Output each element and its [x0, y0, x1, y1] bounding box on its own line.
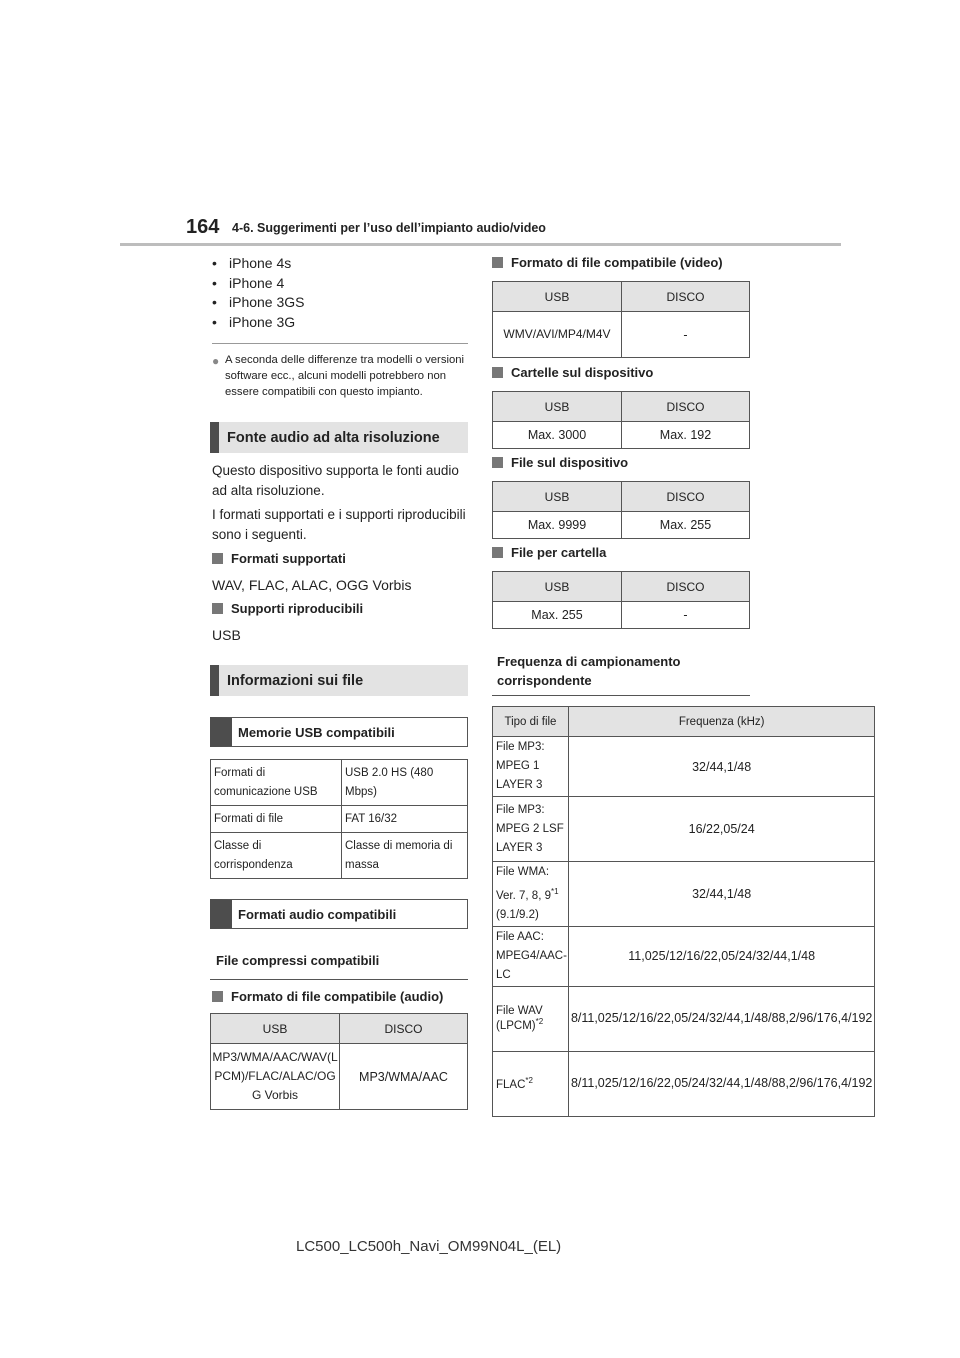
- table-cell: FAT 16/32: [342, 806, 468, 833]
- column-header: Tipo di file: [493, 707, 569, 737]
- table-row: [493, 797, 875, 862]
- subheading-media: [212, 601, 363, 616]
- usb-spec-table: [210, 759, 468, 879]
- list-item: • iPhone 4: [212, 274, 305, 294]
- table-row: [493, 422, 750, 449]
- subheading-label: Formato di file compatibile (video): [511, 255, 723, 270]
- column-header: DISCO: [622, 282, 750, 312]
- subheading-folders: [492, 365, 653, 380]
- device-list: [212, 254, 305, 332]
- formats-value: WAV, FLAC, ALAC, OGG Vorbis: [212, 577, 412, 593]
- subheading-label: Cartelle sul dispositivo: [511, 365, 654, 380]
- table-cell: File AAC: MPEG4/AAC-LC: [493, 926, 569, 986]
- table-cell: 8/11,025/12/16/22,05/24/32/44,1/48/88,2/96/176,4/192: [568, 1051, 874, 1116]
- table-header-row: [493, 392, 750, 422]
- table-cell: 11,025/12/16/22,05/24/32/44,1/48: [568, 926, 874, 986]
- table-cell: MP3/WMA/AAC: [340, 1044, 468, 1110]
- divider: [212, 343, 468, 344]
- table-cell: 32/44,1/48: [568, 737, 874, 797]
- manual-code: LC500_LC500h_Navi_OM99N04L_(EL): [296, 1238, 562, 1255]
- table-row: [493, 602, 750, 629]
- table-row: [493, 737, 875, 797]
- subheading-label: File sul dispositivo: [511, 455, 629, 470]
- compatibility-note: [212, 352, 468, 400]
- footnote-marker: *1: [550, 887, 559, 896]
- heading-sampling-frequency: Frequenza di campionamento corrispondente: [492, 652, 750, 696]
- square-bullet-icon: [492, 257, 503, 268]
- table-cell: -: [622, 602, 750, 629]
- file-type: FLAC: [496, 1079, 526, 1092]
- column-header: DISCO: [340, 1014, 468, 1044]
- list-item: • iPhone 3GS: [212, 293, 305, 313]
- column-header: DISCO: [622, 392, 750, 422]
- table-cell: Formati di file: [211, 806, 342, 833]
- subheading-label: Supporti riproducibili: [231, 601, 364, 616]
- hires-paragraph-1: Questo dispositivo supporta le fonti audio ad alta risoluzione.: [212, 463, 459, 498]
- version-note: (9.1/9.2): [496, 908, 539, 921]
- heading-file-info: Informazioni sui file: [210, 665, 468, 696]
- files-table: [492, 481, 750, 539]
- heading-audio-formats: Formati audio compatibili: [210, 899, 468, 929]
- subheading-files-per-folder: [492, 545, 606, 560]
- square-bullet-icon: [492, 457, 503, 468]
- table-row: [493, 926, 875, 986]
- table-cell: Max. 255: [622, 512, 750, 539]
- table-cell: Classe di memoria di massa: [342, 833, 468, 879]
- table-row: [493, 1051, 875, 1116]
- subheading-label: Formato di file compatibile (audio): [231, 989, 444, 1004]
- column-header: USB: [493, 282, 622, 312]
- section-title: 4-6. Suggerimenti per l’uso dell’impianto audio/video: [232, 221, 546, 235]
- table-header-row: [493, 707, 875, 737]
- table-cell: [493, 986, 569, 1051]
- header-divider: [120, 243, 841, 246]
- hires-paragraph-2: I formati supportati e i supporti riproducibili sono i seguenti.: [212, 507, 466, 542]
- table-row: [493, 986, 875, 1051]
- table-header-row: [493, 482, 750, 512]
- table-row: [211, 833, 468, 879]
- table-cell: 16/22,05/24: [568, 797, 874, 862]
- square-bullet-icon: [212, 553, 223, 564]
- column-header: DISCO: [622, 572, 750, 602]
- audio-format-table: [210, 1013, 468, 1110]
- square-bullet-icon: [212, 991, 223, 1002]
- table-cell: Max. 255: [493, 602, 622, 629]
- list-item: • iPhone 3G: [212, 313, 305, 333]
- folders-table: [492, 391, 750, 449]
- table-cell: File MP3: MPEG 2 LSF LAYER 3: [493, 797, 569, 862]
- table-row: [493, 512, 750, 539]
- square-bullet-icon: [212, 603, 223, 614]
- table-cell: 32/44,1/48: [568, 862, 874, 927]
- table-cell: File MP3: MPEG 1 LAYER 3: [493, 737, 569, 797]
- table-cell: Max. 3000: [493, 422, 622, 449]
- media-value: USB: [212, 627, 241, 643]
- note-text: A seconda delle differenze tra modelli o versioni software ecc., alcuni modelli potrebbero non essere compatibili con questo impianto.: [225, 354, 465, 398]
- table-cell: Formati di comunicazione USB: [211, 760, 342, 806]
- table-row: [211, 806, 468, 833]
- heading-hires-audio: Fonte audio ad alta risoluzione: [210, 422, 468, 453]
- square-bullet-icon: [492, 367, 503, 378]
- note-bullet-icon: ●: [212, 354, 220, 368]
- table-row: [211, 760, 468, 806]
- table-cell: Classe di corrispondenza: [211, 833, 342, 879]
- column-header: DISCO: [622, 482, 750, 512]
- table-cell: USB 2.0 HS (480 Mbps): [342, 760, 468, 806]
- table-row: [211, 1044, 468, 1110]
- table-cell: -: [622, 312, 750, 358]
- table-cell: MP3/WMA/AAC/WAV(LPCM)/FLAC/ALAC/OGG Vorbis: [211, 1044, 340, 1110]
- column-header: Frequenza (kHz): [568, 707, 874, 737]
- video-format-table: [492, 281, 750, 358]
- files-per-folder-table: [492, 571, 750, 629]
- table-row: [493, 312, 750, 358]
- heading-compressed-files: File compressi compatibili: [210, 953, 468, 980]
- table-cell: WMV/AVI/MP4/M4V: [493, 312, 622, 358]
- subheading-formats: [212, 551, 346, 566]
- column-header: USB: [493, 392, 622, 422]
- file-type: File WAV (LPCM): [496, 1005, 543, 1033]
- file-type: File WMA: Ver. 7, 8, 9: [496, 866, 551, 902]
- column-header: USB: [211, 1014, 340, 1044]
- column-header: USB: [493, 572, 622, 602]
- heading-usb-memory: Memorie USB compatibili: [210, 717, 468, 747]
- footnote-marker: *2: [535, 1017, 544, 1027]
- table-header-row: [493, 572, 750, 602]
- table-cell: Max. 9999: [493, 512, 622, 539]
- table-row: [493, 862, 875, 927]
- column-header: USB: [493, 482, 622, 512]
- list-item: • iPhone 4s: [212, 254, 305, 274]
- table-cell: [493, 1051, 569, 1116]
- table-cell: [493, 862, 569, 927]
- page-number: 164: [186, 216, 220, 238]
- square-bullet-icon: [492, 547, 503, 558]
- footnote-marker: *2: [525, 1076, 533, 1086]
- subheading-label: File per cartella: [511, 545, 607, 560]
- sampling-frequency-table: [492, 706, 875, 1117]
- table-cell: Max. 192: [622, 422, 750, 449]
- subheading-video-format: [492, 255, 723, 270]
- table-header-row: [211, 1014, 468, 1044]
- table-header-row: [493, 282, 750, 312]
- subheading-label: Formati supportati: [231, 551, 346, 566]
- subheading-audio-file-format: [212, 989, 443, 1004]
- table-cell: 8/11,025/12/16/22,05/24/32/44,1/48/88,2/96/176,4/192: [568, 986, 874, 1051]
- subheading-files: [492, 455, 628, 470]
